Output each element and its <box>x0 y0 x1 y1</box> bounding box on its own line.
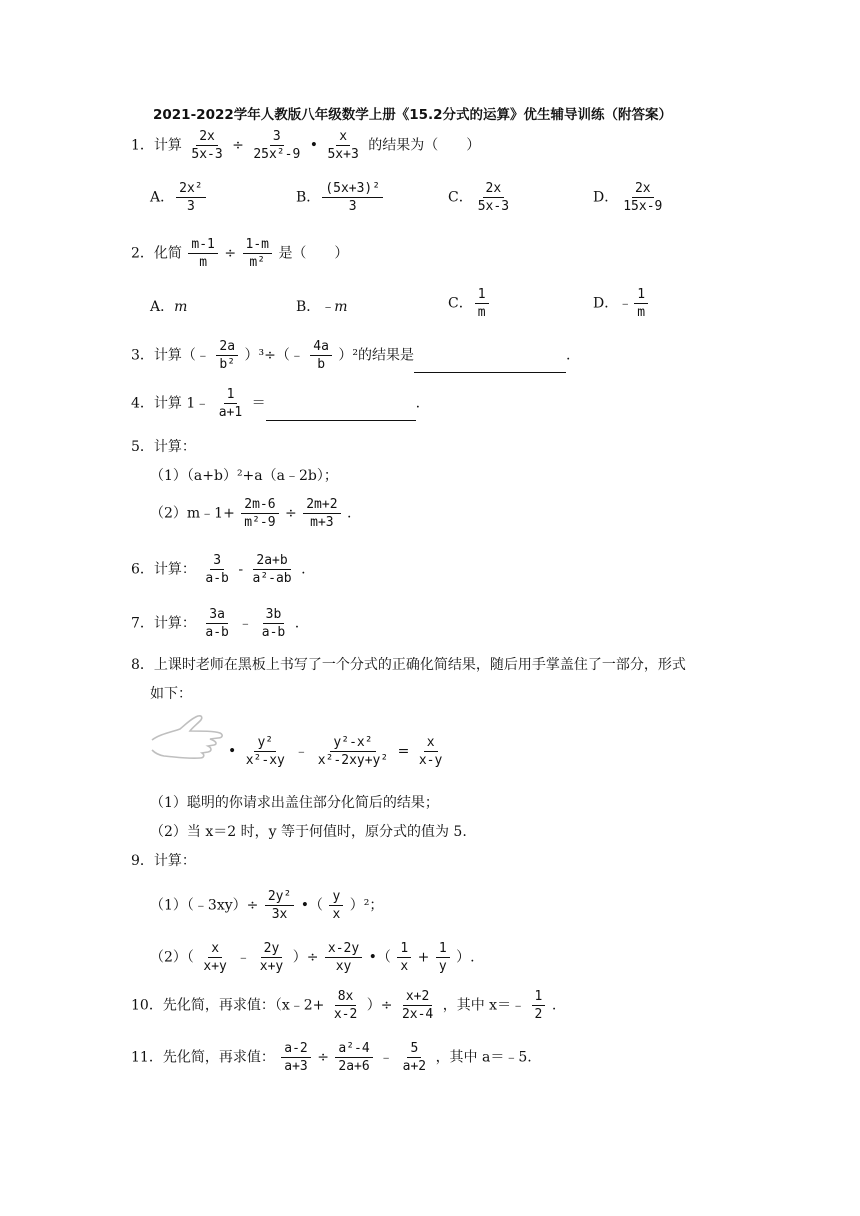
option-a: A．m <box>150 299 188 315</box>
question-9-part-1: （1）（﹣3xy）÷ $\frac{\text{2y²}}{3x}$ •（ $\frac{y}{x}$ ）²； <box>150 889 384 922</box>
question-8-part-1: （1）聪明的你请求出盖住部分化简后的结果； <box>150 795 439 811</box>
option-d: D．﹣ $\frac{1}{m}$ <box>593 286 650 321</box>
question-4: 4．计算 1﹣ $\frac{1}{a+1}$ ＝ . <box>131 387 421 420</box>
question-5-part-1: （1）（a+b）²+a（a﹣2b）； <box>150 468 338 484</box>
question-9: 9．计算： <box>131 853 196 869</box>
option-b: B． $\frac{\text{(5x+3)²}}{3}$ <box>296 180 385 215</box>
question-8-cont: 如下： <box>150 686 192 702</box>
question-8-part-2: （2）当 x＝2 时，y 等于何值时，原分式的值为 5. <box>150 824 467 840</box>
answer-blank[interactable] <box>414 372 566 373</box>
fraction: $\frac{3}{\text{25x²-9}}$ <box>253 129 301 162</box>
question-9-part-2: （2）（ $\frac{x}{x+y}$ ﹣ $\frac{2y}{x+y}$ ）÷ $\frac{x-2y}{xy}$ •（ $\frac{1}{x}$ + $\frac{1}{y}$ ）. <box>150 941 475 974</box>
question-11: 11．先化简，再求值： $\frac{a-2}{a+3}$ ÷ $\frac{\text{a²-4}}{2a+6}$ ﹣ $\frac{5}{a+2}$ ，其中 a＝﹣5. <box>131 1041 532 1074</box>
question-6: 6．计算： $\frac{3}{a-b}$ - $\frac{2a+b}{\text{a²-ab}}$ . <box>131 553 306 586</box>
option-b: B．﹣m <box>296 299 348 315</box>
question-3: 3．计算（﹣ $\frac{2a}{\text{b²}}$ ）³÷（﹣ $\frac{4a}{b}$ ）²的结果是 . <box>131 339 571 372</box>
question-10: 10．先化简，再求值：（x﹣2+ $\frac{8x}{x-2}$ ）÷ $\frac{x+2}{2x-4}$ ，其中 x＝﹣ $\frac{1}{2}$ . <box>131 989 557 1022</box>
question-7: 7．计算： $\frac{3a}{a-b}$ ﹣ $\frac{3b}{a-b}$ . <box>131 607 300 640</box>
option-d: D． $\frac{2x}{15x-9}$ <box>593 181 663 214</box>
question-8: 8．上课时老师在黑板上书写了一个分式的正确化简结果，随后用手掌盖住了一部分，形式 <box>131 657 686 673</box>
question-2: 2．化简 $\frac{m-1}{m}$ ÷ $\frac{1-m}{\text{m²}}$ 是（ ） <box>131 237 349 270</box>
option-a: A． $\frac{\text{2x²}}{3}$ <box>150 180 208 215</box>
question-5-part-2: （2）m﹣1+ $\frac{2m-6}{\text{m²-9}}$ ÷ $\frac{2m+2}{m+3}$ . <box>150 497 352 530</box>
option-c: C． $\frac{1}{m}$ <box>448 286 491 321</box>
fraction: $\frac{x}{5x+3}$ <box>327 129 359 162</box>
answer-blank[interactable] <box>266 420 416 421</box>
fraction: $\frac{2x}{5x-3}$ <box>191 129 223 162</box>
option-c: C． $\frac{2x}{5x-3}$ <box>448 181 510 214</box>
hand-icon <box>150 712 230 764</box>
question-1: 1．计算 $\frac{2x}{5x-3}$ ÷ $\frac{3}{\text{25x²-9}}$ • $\frac{x}{5x+3}$ 的结果为（ ） <box>131 129 481 162</box>
question-8-formula: • $\frac{\text{y²}}{\text{x²-xy}}$ ﹣ $\frac{\text{y²-x²}}{\text{x²-2xy+y²}}$ = $\frac{x}{x-y}$ <box>228 735 443 768</box>
page-title: 2021-2022学年人教版八年级数学上册《15.2分式的运算》优生辅导训练（附答案） <box>153 107 673 123</box>
question-5: 5．计算： <box>131 439 196 455</box>
